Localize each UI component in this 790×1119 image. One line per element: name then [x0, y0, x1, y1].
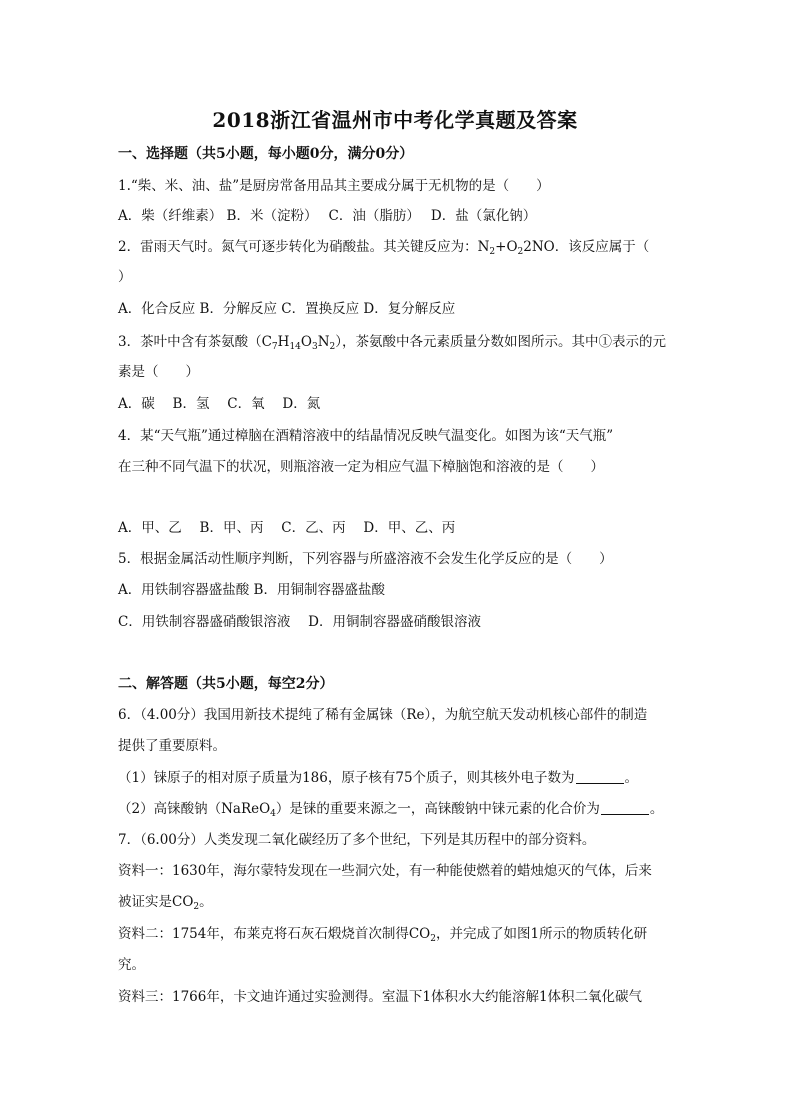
question-4: 4．某“天气瓶”通过樟脑在酒精溶液中的结晶情况反映气温变化。如图为该“天气瓶” [118, 428, 614, 444]
question-7-material-2-continued: 究。 [118, 957, 145, 973]
section-heading-answer: 二、解答题（共5小题，每空2分） [118, 676, 334, 692]
question-3-options: A．碳 B．氢 C．氧 D．氮 [118, 396, 321, 412]
answer-blank[interactable] [601, 800, 649, 815]
question-2-continued: ） [118, 269, 132, 285]
answer-blank[interactable] [576, 769, 624, 784]
question-4-continued: 在三种不同气温下的状况，则瓶溶液一定为相应气温下樟脑饱和溶液的是（ ） [118, 459, 604, 475]
question-4-options: A．甲、乙 B．甲、丙 C．乙、丙 D．甲、乙、丙 [118, 520, 456, 536]
question-6-continued: 提供了重要原料。 [118, 738, 226, 754]
page-title: 2018浙江省温州市中考化学真题及答案 [212, 108, 578, 132]
question-7: 7．（6.00分）人类发现二氧化碳经历了多个世纪，下列是其历程中的部分资料。 [118, 832, 596, 848]
question-2: 2．雷雨天气时。氮气可逐步转化为硝酸盐。其关键反应为：$N_2+O_22NO$．该反应属于（ [118, 239, 650, 257]
question-5-options-2: C．用铁制容器盛硝酸银溶液 D．用铜制容器盛硝酸银溶液 [118, 614, 481, 630]
question-7-material-1-continued: 被证实是$CO_2$。 [118, 894, 213, 912]
question-7-material-3: 资料三：1766年，卡文迪许通过实验测得。室温下1体积水大约能溶解1体积二氧化碳气 [118, 989, 643, 1005]
question-2-options: A．化合反应 B．分解反应 C．置换反应 D．复分解反应 [118, 301, 456, 317]
question-1: 1.“柴、米、油、盐”是厨房常备用品其主要成分属于无机物的是（ ） [118, 178, 550, 194]
question-5-options-1: A．用铁制容器盛盐酸 B．用铜制容器盛盐酸 [118, 582, 385, 598]
question-6-part-2: （2）高铼酸钠（NaReO$_4$）是铼的重要来源之一，高铼酸钠中铼元素的化合价为 。 [118, 801, 664, 819]
question-1-options: A．柴（纤维素） B．米（淀粉） C．油（脂肪） D．盐（氯化钠） [118, 208, 537, 224]
question-7-material-2: 资料二：1754年，布莱克将石灰石煅烧首次制得$CO_2$，并完成了如图1所示的物质转化研 [118, 926, 648, 944]
question-5: 5．根据金属活动性顺序判断，下列容器与所盛溶液不会发生化学反应的是（ ） [118, 551, 613, 567]
question-6: 6．（4.00分）我国用新技术提纯了稀有金属铼（Re），为航空航天发动机核心部件的制造 [118, 707, 648, 723]
section-heading-choice: 一、选择题（共5小题，每小题0分，满分0分） [118, 146, 414, 162]
question-3-continued: 素是（ ） [118, 364, 199, 380]
question-6-part-1: （1）铼原子的相对原子质量为186，原子核有75个质子，则其核外电子数为 。 [118, 770, 639, 786]
question-7-material-1: 资料一：1630年，海尔蒙特发现在一些洞穴处，有一种能使燃着的蜡烛熄灭的气体，后来 [118, 863, 652, 879]
question-3: 3．茶叶中含有茶氨酸$(C_7H_{14}O_3N_2)$，茶氨酸中各元素质量分数如图所示。其中①表示的元 [118, 334, 666, 352]
